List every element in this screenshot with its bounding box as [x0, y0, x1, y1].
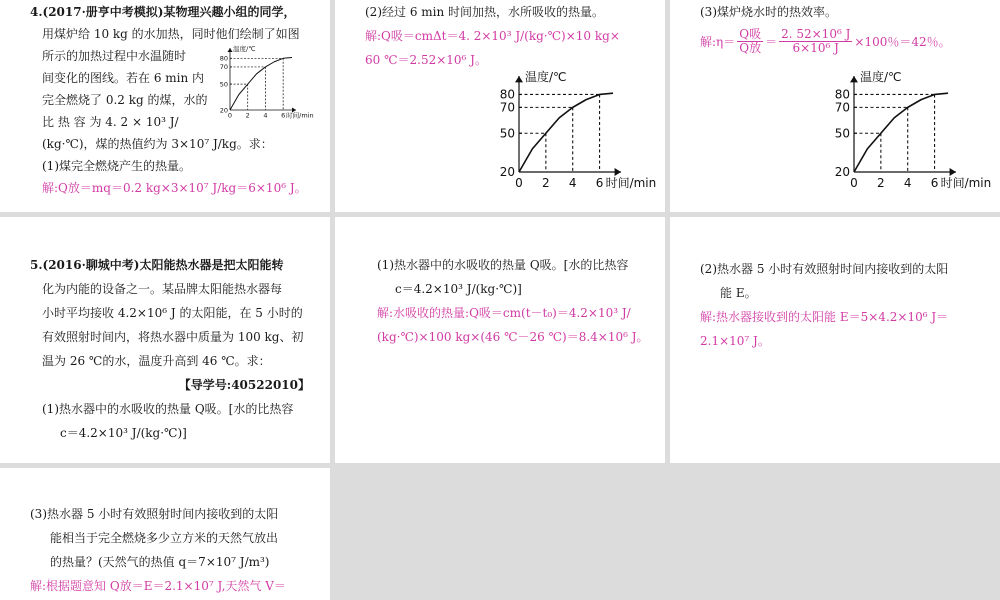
- q5-2-solution-2: 2.1×10⁷ J。: [700, 334, 770, 348]
- q4-2-solution-1: 解:Q吸＝cmΔt＝4. 2×10³ J/(kg·℃)×10 kg×: [365, 29, 620, 43]
- y-tick-label: 50: [834, 126, 850, 141]
- q5-line-5: 温为 26 ℃的水，温度升高到 46 ℃。求：: [42, 354, 271, 368]
- q4-3-fraction-2: [779, 28, 852, 55]
- x-tick-label: 4: [568, 176, 577, 190]
- x-tick-label: 6: [281, 111, 286, 120]
- q5-2-line-1: (2)热水器 5 小时有效照射时间内接收到的太阳: [700, 262, 949, 276]
- y-tick-label: 70: [499, 100, 515, 115]
- q4-3-frac2-num: 2. 52×10⁶ J: [781, 27, 851, 41]
- question-4-part-3-panel: [670, 0, 1000, 212]
- guide-number: 【导学号:40522010】: [178, 378, 310, 392]
- question-4-panel: [0, 0, 330, 212]
- q5-2-solution-1: 解:热水器接收到的太阳能 E＝5×4.2×10⁶ J＝: [700, 310, 949, 324]
- q4-line-2: 用煤炉给 10 kg 的水加热，同时他们绘制了如图: [42, 27, 300, 41]
- q4-3-solution: [700, 28, 951, 55]
- x-tick-label: 0: [850, 176, 858, 190]
- q5-3-line-1: (3)热水器 5 小时有效照射时间内接收到的太阳: [30, 507, 279, 521]
- q5-1-solution-1: 解:水吸收的热量:Q吸＝cm(t－t₀)＝4.2×10³ J/: [377, 306, 631, 320]
- y-tick-label: 20: [219, 106, 228, 115]
- q5-line-1: 5.(2016·聊城中考)太阳能热水器是把太阳能转: [30, 258, 284, 272]
- y-tick-label: 20: [834, 165, 850, 180]
- q4-3-frac2-den: 6×10⁶ J: [792, 41, 839, 55]
- x-tick-label: 2: [542, 176, 550, 190]
- y-tick-label: 20: [499, 165, 515, 180]
- q5-3-solution: 解:根据题意知 Q放＝E＝2.1×10⁷ J,天然气 V＝: [30, 579, 286, 593]
- q5-1-line-2: c＝4.2×10³ J/(kg·℃)]: [395, 282, 522, 296]
- temperature-chart-small: [210, 42, 318, 124]
- question-5-part-3-panel: [0, 468, 330, 600]
- x-tick-label: 2: [245, 111, 250, 120]
- x-axis-label: 时间/min: [940, 176, 992, 190]
- question-5-part-2-panel: [670, 217, 1000, 463]
- q5-1-line-1: (1)热水器中的水吸收的热量 Q吸。[水的比热容: [377, 258, 629, 272]
- y-tick-label: 80: [834, 87, 850, 102]
- q5-3-line-3: 的热量？(天然气的热值 q＝7×10⁷ J/m³): [50, 555, 270, 569]
- x-tick-label: 0: [515, 176, 523, 190]
- y-tick-label: 80: [219, 54, 228, 63]
- q4-3-frac1-num: Q吸: [739, 27, 762, 41]
- temperature-curve: [519, 93, 613, 172]
- y-tick-label: 70: [219, 63, 228, 72]
- x-tick-label: 6: [930, 176, 939, 190]
- q5-sub-line-2: c＝4.2×10³ J/(kg·℃)]: [60, 426, 187, 440]
- x-axis-label: 时间/min: [605, 176, 657, 190]
- x-axis-arrow: [615, 168, 621, 176]
- x-tick-label: 4: [903, 176, 912, 190]
- q4-line-8: (1)煤完全燃烧产生的热量。: [42, 159, 191, 173]
- q4-line-5: 完全燃烧了 0.2 kg 的煤，水的: [42, 93, 208, 107]
- y-axis-label: 温度/℃: [525, 70, 567, 84]
- q5-1-solution-2: (kg·℃)×100 kg×(46 ℃－26 ℃)＝8.4×10⁶ J。: [377, 330, 649, 344]
- q4-3-fraction-1: [737, 28, 763, 55]
- q4-3-suffix: ×100％＝42％。: [854, 35, 951, 49]
- y-tick-label: 80: [499, 87, 515, 102]
- q4-line-7: (kg·℃)，煤的热值约为 3×10⁷ J/kg。求：: [42, 137, 273, 151]
- q4-3-line: (3)煤炉烧水时的热效率。: [700, 5, 837, 19]
- q5-sub-line-1: (1)热水器中的水吸收的热量 Q吸。[水的比热容: [42, 402, 294, 416]
- x-axis-arrow: [950, 168, 956, 176]
- x-tick-label: 6: [595, 176, 604, 190]
- q5-2-line-2: 能 E。: [720, 286, 757, 300]
- y-axis-label: 温度/℃: [233, 45, 256, 53]
- y-tick-label: 50: [499, 126, 515, 141]
- x-axis-label: 时间/min: [286, 111, 314, 120]
- q4-line-1: 4.(2017·册亨中考模拟)某物理兴趣小组的同学，: [30, 5, 296, 19]
- q4-solution: 解:Q放＝mq＝0.2 kg×3×10⁷ J/kg＝6×10⁶ J。: [42, 181, 307, 195]
- q4-2-line: (2)经过 6 min 时间加热，水所吸收的热量。: [365, 5, 605, 19]
- q5-line-4: 有效照射时间内，将热水器中质量为 100 kg、初: [42, 330, 304, 344]
- q4-3-prefix: 解:η＝: [700, 35, 736, 49]
- y-axis-label: 温度/℃: [860, 70, 902, 84]
- q4-2-solution-2: 60 ℃＝2.52×10⁶ J。: [365, 53, 487, 67]
- question-5-part-1-panel: [335, 217, 665, 463]
- q5-line-3: 小时平均接收 4.2×10⁶ J 的太阳能，在 5 小时的: [42, 306, 303, 320]
- q5-line-2: 化为内能的设备之一。某品牌太阳能热水器每: [42, 282, 283, 296]
- y-tick-label: 70: [834, 100, 850, 115]
- x-tick-label: 0: [227, 111, 233, 120]
- q4-3-equals: ＝: [765, 35, 778, 49]
- x-tick-label: 4: [263, 111, 268, 120]
- q4-line-6: 比 热 容 为 4. 2 × 10³ J/: [42, 115, 179, 129]
- temperature-chart-1: [485, 66, 665, 194]
- temperature-chart-2: [820, 66, 1000, 194]
- y-axis-arrow: [850, 76, 858, 82]
- y-axis-arrow: [515, 76, 523, 82]
- q5-3-line-2: 能相当于完全燃烧多少立方米的天然气放出: [50, 531, 279, 545]
- temperature-curve: [230, 57, 292, 110]
- q4-line-3: 所示的加热过程中水温随时: [42, 49, 187, 63]
- question-5-panel: [0, 217, 330, 463]
- question-4-part-2-panel: [335, 0, 665, 212]
- temperature-curve: [854, 93, 948, 172]
- y-axis-arrow: [228, 48, 233, 52]
- x-tick-label: 2: [877, 176, 885, 190]
- y-tick-label: 50: [219, 80, 228, 89]
- q4-line-4: 间变化的图线。若在 6 min 内: [42, 71, 205, 85]
- q4-3-frac1-den: Q放: [739, 41, 762, 55]
